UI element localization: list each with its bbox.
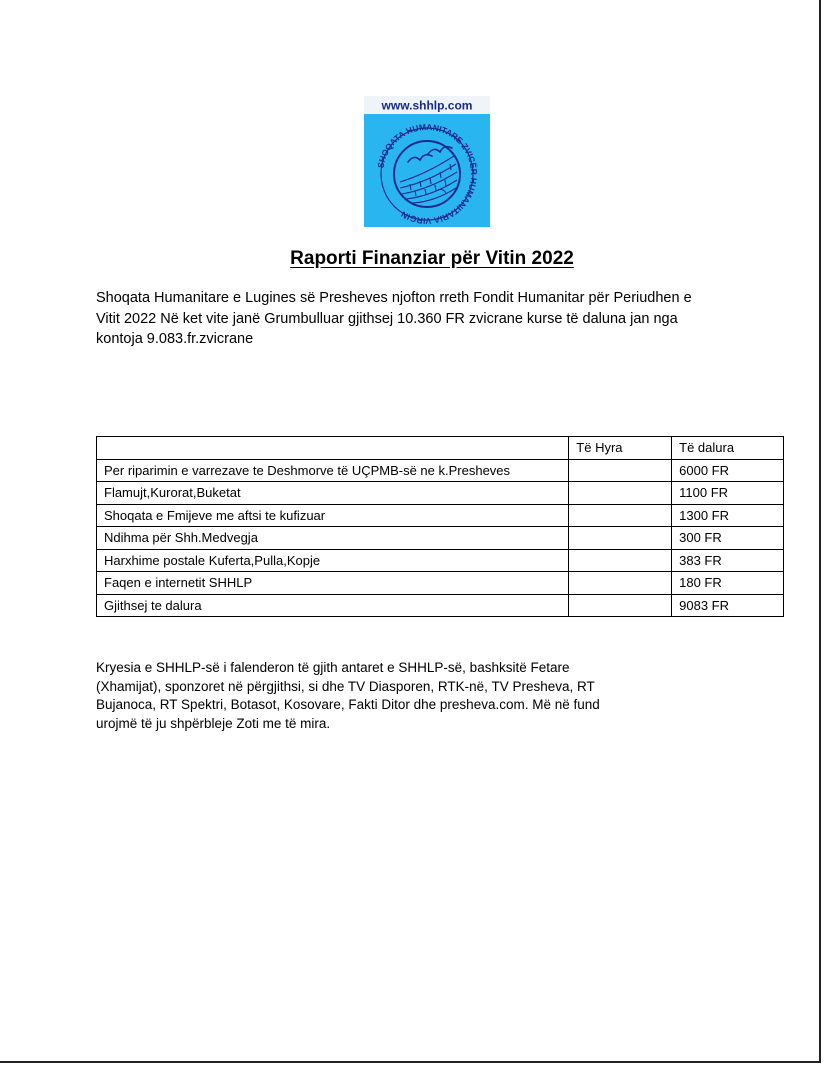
intro-line: Vitit 2022 Në ket vite janë Grumbulluar gjithsej 10.360 FR zvicrane kurse të daluna jan nga	[96, 310, 678, 327]
table-row	[97, 459, 784, 482]
table-row	[97, 527, 784, 550]
header-expenses: Të dalura	[672, 437, 784, 460]
row-income	[569, 459, 672, 482]
table-header-row	[97, 437, 784, 460]
financial-table	[96, 436, 784, 617]
closing-paragraph	[96, 659, 616, 733]
table-row	[97, 549, 784, 572]
table-total-row	[97, 594, 784, 617]
closing-line: (Xhamijat), sponzoret në përgjithsi, si dhe TV Diasporen, RTK-në, TV Presheva, RT	[96, 678, 595, 694]
closing-line: urojmë të ju shpërbleje Zoti me të mira.	[96, 715, 331, 731]
row-description: Shoqata e Fmijeve me aftsi te kufizuar	[97, 504, 569, 527]
logo-url-text: www.shhlp.com	[381, 98, 473, 113]
header-income: Të Hyra	[569, 437, 672, 460]
table-row	[97, 482, 784, 505]
closing-line: Kryesia e SHHLP-së i falenderon të gjith antaret e SHHLP-së, bashksitë Fetare	[96, 660, 570, 675]
row-expense: 180 FR	[672, 572, 784, 595]
row-description: Harxhime postale Kuferta,Pulla,Kopje	[97, 549, 569, 572]
row-description: Ndihma për Shh.Medvegja	[97, 527, 569, 550]
row-income	[569, 504, 672, 527]
row-income	[569, 482, 672, 505]
row-expense: 6000 FR	[672, 459, 784, 482]
row-income	[569, 549, 672, 572]
total-income	[569, 594, 672, 617]
intro-line: kontoja 9.083.fr.zvicrane	[96, 331, 254, 347]
row-expense: 383 FR	[672, 549, 784, 572]
intro-line: Shoqata Humanitare e Lugines së Presheves njofton rreth Fondit Humanitar për Periudhen e	[96, 290, 692, 306]
row-expense: 300 FR	[672, 527, 784, 550]
row-expense: 1100 FR	[672, 482, 784, 505]
svg-text:SHOQATA HUMANITARE ZVICËR HUMA: SHOQATA HUMANITARE ZVICËR HUMANITARIA VIRGIN	[375, 121, 480, 227]
organization-logo	[364, 96, 490, 227]
row-income	[569, 572, 672, 595]
row-description: Per riparimin e varrezave te Deshmorve të UÇPMB-së ne k.Presheves	[97, 459, 569, 482]
row-description: Flamujt,Kurorat,Buketat	[97, 482, 569, 505]
closing-line: Bujanoca, RT Spektri, Botasot, Kosovare, Fakti Ditor dhe presheva.com. Më në fund	[96, 697, 600, 712]
report-title: Raporti Finanziar për Vitin 2022	[290, 248, 574, 269]
intro-paragraph	[96, 288, 736, 350]
total-expense: 9083 FR	[672, 594, 784, 617]
total-label: Gjithsej te dalura	[97, 594, 569, 617]
row-income	[569, 527, 672, 550]
table-row	[97, 572, 784, 595]
header-description	[97, 437, 569, 460]
row-description: Faqen e internetit SHHLP	[97, 572, 569, 595]
row-expense: 1300 FR	[672, 504, 784, 527]
table-row	[97, 504, 784, 527]
